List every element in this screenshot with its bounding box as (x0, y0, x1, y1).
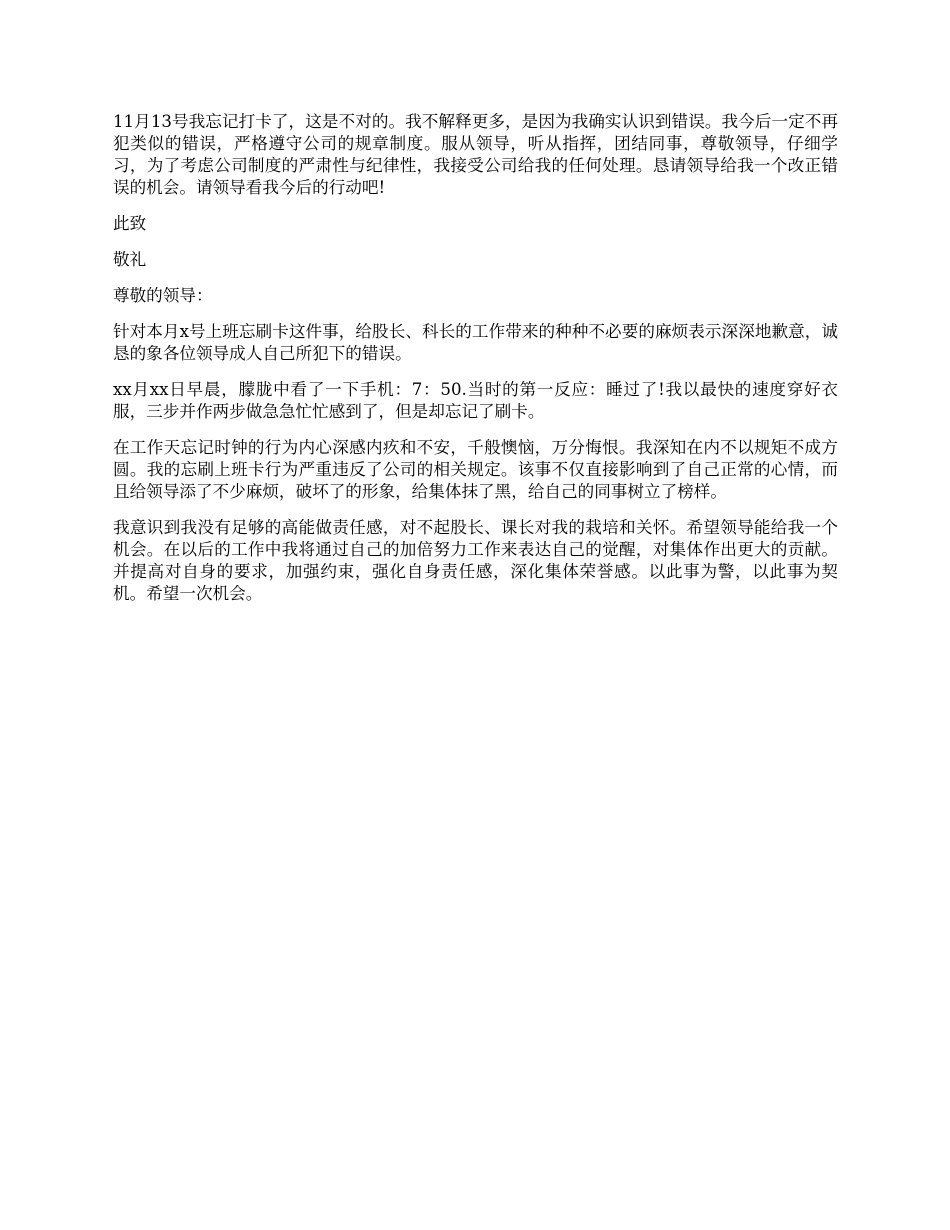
document-body (113, 111, 838, 619)
paragraph-commitment: 我意识到我没有足够的高能做责任感，对不起股长、课长对我的栽培和关怀。希望领导能给我一个机会。在以后的工作中我将通过自己的加倍努力工作来表达自己的觉醒，对集体作出更大的贡献。并提高对自身的要求，加强约束，强化自身责任感，深化集体荣誉感。以此事为警，以此事为契机。希望一次机会。 (113, 518, 838, 603)
paragraph-salutation: 尊敬的领导： (113, 286, 213, 305)
paragraph-apology-intro: 11月13号我忘记打卡了，这是不对的。我不解释更多，是因为我确实认识到错误。我今后一定不再犯类似的错误，严格遵守公司的规章制度。服从领导，听从指挥，团结同事，尊敬领导，仔细学习，为了考虑公司制度的严肃性与纪律性，我接受公司给我的任何处理。恳请领导给我一个改正错误的机会。请领导看我今后的行动吧! (113, 112, 838, 197)
paragraph-closing-1: 此致 (113, 214, 147, 233)
paragraph-reflection: 在工作天忘记时钟的行为内心深感内疚和不安，千般懊恼，万分悔恨。我深知在内不以规矩不成方圆。我的忘刷上班卡行为严重违反了公司的相关规定。该事不仅直接影响到了自己正常的心情，而且给领导添了不少麻烦，破坏了的形象，给集体抹了黑，给自己的同事树立了榜样。 (113, 438, 838, 501)
paragraph-apology: 针对本月x号上班忘刷卡这件事，给股长、科长的工作带来的种种不必要的麻烦表示深深地歉意，诚恳的象各位领导成人自己所犯下的错误。 (113, 322, 838, 363)
paragraph-closing-2: 敬礼 (113, 250, 147, 269)
paragraph-event: xx月xx日早晨，朦胧中看了一下手机：7：50.当时的第一反应：睡过了!我以最快的速度穿好衣服，三步并作两步做急急忙忙感到了，但是却忘记了刷卡。 (113, 380, 838, 421)
